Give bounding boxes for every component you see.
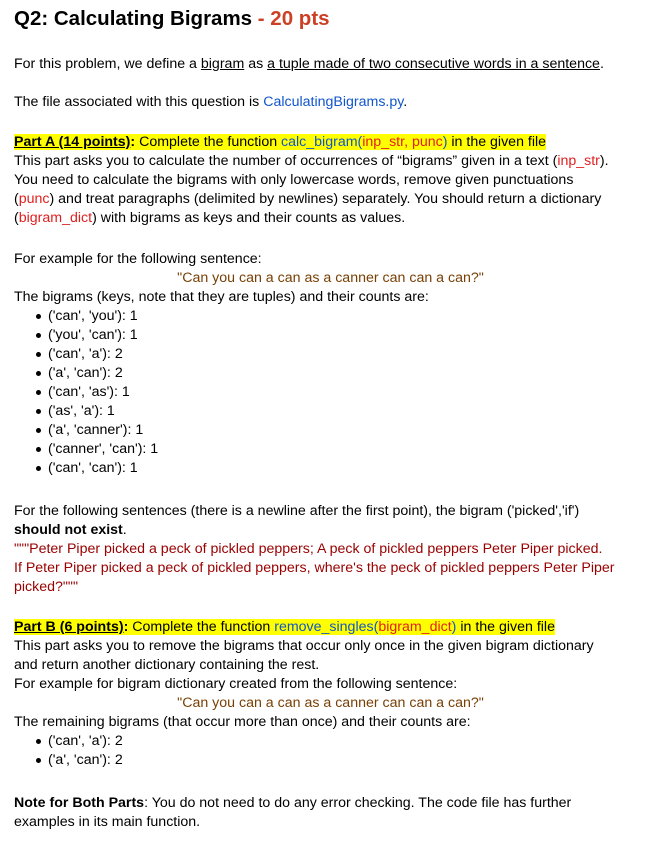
part-b-func: remove_singles( [274, 619, 379, 635]
part-a-args: inp_str, punc [362, 134, 443, 150]
part-a-func: calc_bigram( [281, 134, 363, 150]
note-section [14, 794, 657, 832]
part-b-p3: For example for bigram dictionary created from the following sentence: [14, 676, 458, 692]
bigrams-lead: The bigrams (keys, note that they are tuples) and their counts are: [14, 289, 429, 305]
note-text: : You do not need to do any error checking. The code file has further [144, 795, 572, 811]
following-section [14, 502, 657, 597]
file-pre: The file associated with this question is [14, 94, 264, 110]
part-b-colon: : [123, 619, 129, 635]
part-a-tail: in the given file [447, 134, 547, 150]
part-b-lead: Complete the function [128, 619, 275, 635]
part-b-heading [14, 618, 657, 637]
list-item: ('as', 'a'): 1 [14, 402, 657, 421]
part-a-section [14, 133, 657, 228]
part-a-p3: ) and treat paragraphs (delimited by newlines) separately. You should return a dictionary [49, 191, 602, 207]
remaining-list [14, 732, 657, 770]
part-a-label: Part A (14 points) [14, 134, 131, 150]
part-b-p2: and return another dictionary containing the rest. [14, 657, 320, 673]
part-b-tail: in the given file [456, 619, 555, 635]
list-item: ('can', 'a'): 2 [14, 345, 657, 364]
part-b-p1: This part asks you to remove the bigrams that occur only once in the given bigram dictionary [14, 638, 594, 654]
part-b-close: ) [451, 619, 457, 635]
note-line2: examples in its main function. [14, 814, 201, 830]
list-item: ('a', 'can'): 2 [14, 751, 657, 770]
part-a-lead: Complete the function [135, 134, 282, 150]
quote-line3: picked?""" [14, 579, 79, 595]
example-lead: For example for the following sentence: [14, 251, 262, 267]
note-line1 [14, 794, 657, 813]
part-a-p3-arg: punc [18, 191, 50, 207]
bigram-definition: a tuple made of two consecutive words in a sentence [267, 56, 600, 72]
following-p2-line [14, 521, 657, 540]
part-a-p1: This part asks you to calculate the number of occurrences of “bigrams” given in a text ( [14, 153, 558, 169]
part-b-label: Part B (6 points) [14, 619, 124, 635]
title-text: Q2: Calculating Bigrams [14, 7, 253, 30]
part-a-p4-open: ( [14, 210, 19, 226]
note-label: Note for Both Parts [14, 795, 145, 811]
list-item: ('a', 'canner'): 1 [14, 421, 657, 440]
following-p1: For the following sentences (there is a newline after the first point), the bigram ('picked','if') [14, 503, 580, 519]
filename: CalculatingBigrams.py [263, 94, 404, 110]
should-not-exist: should not exist [14, 522, 123, 538]
part-b-args: bigram_dict [378, 619, 452, 635]
part-a-p4: ) with bigrams as keys and their counts as values. [92, 210, 406, 226]
part-b-section [14, 618, 657, 770]
part-a-p1-end: ). [599, 153, 609, 169]
part-a-p3-open: ( [14, 191, 19, 207]
part-a-heading [14, 133, 657, 152]
list-item: ('canner', 'can'): 1 [14, 440, 657, 459]
intro-mid: as [244, 56, 268, 72]
following-p2-end: . [122, 522, 127, 538]
list-item: ('can', 'a'): 2 [14, 732, 657, 751]
part-b-sentence: "Can you can a can as a canner can can a can?" [177, 695, 484, 711]
quote-line1: """Peter Piper picked a peck of pickled peppers; A peck of pickled peppers Peter Piper picked. [14, 541, 603, 557]
intro-post: . [599, 56, 604, 72]
example-section [14, 250, 657, 478]
part-a-p1-arg: inp_str [557, 153, 600, 169]
quote-line2: If Peter Piper picked a peck of pickled peppers, where's the peck of pickled peppers Peter Piper [14, 560, 615, 576]
page-title [14, 6, 657, 32]
bigram-term: bigram [200, 56, 245, 72]
list-item: ('can', 'can'): 1 [14, 459, 657, 478]
bigram-list [14, 307, 657, 478]
part-a-line3 [14, 190, 657, 209]
part-a-line2: You need to calculate the bigrams with only lowercase words, remove given punctuations [14, 172, 574, 188]
part-a-close: ) [442, 134, 448, 150]
list-item: ('you', 'can'): 1 [14, 326, 657, 345]
list-item: ('can', 'as'): 1 [14, 383, 657, 402]
title-points: - 20 pts [252, 7, 330, 30]
part-a-line4 [14, 209, 657, 228]
list-item: ('a', 'can'): 2 [14, 364, 657, 383]
part-a-colon: : [130, 134, 136, 150]
part-a-p4-arg: bigram_dict [18, 210, 93, 226]
intro-pre: For this problem, we define a [14, 56, 201, 72]
file-post: . [403, 94, 408, 110]
part-a-line1 [14, 152, 657, 171]
example-sentence: "Can you can a can as a canner can can a can?" [177, 270, 484, 286]
remaining-lead: The remaining bigrams (that occur more than once) and their counts are: [14, 714, 471, 730]
intro-paragraph [14, 55, 657, 74]
list-item: ('can', 'you'): 1 [14, 307, 657, 326]
file-paragraph [14, 93, 657, 112]
